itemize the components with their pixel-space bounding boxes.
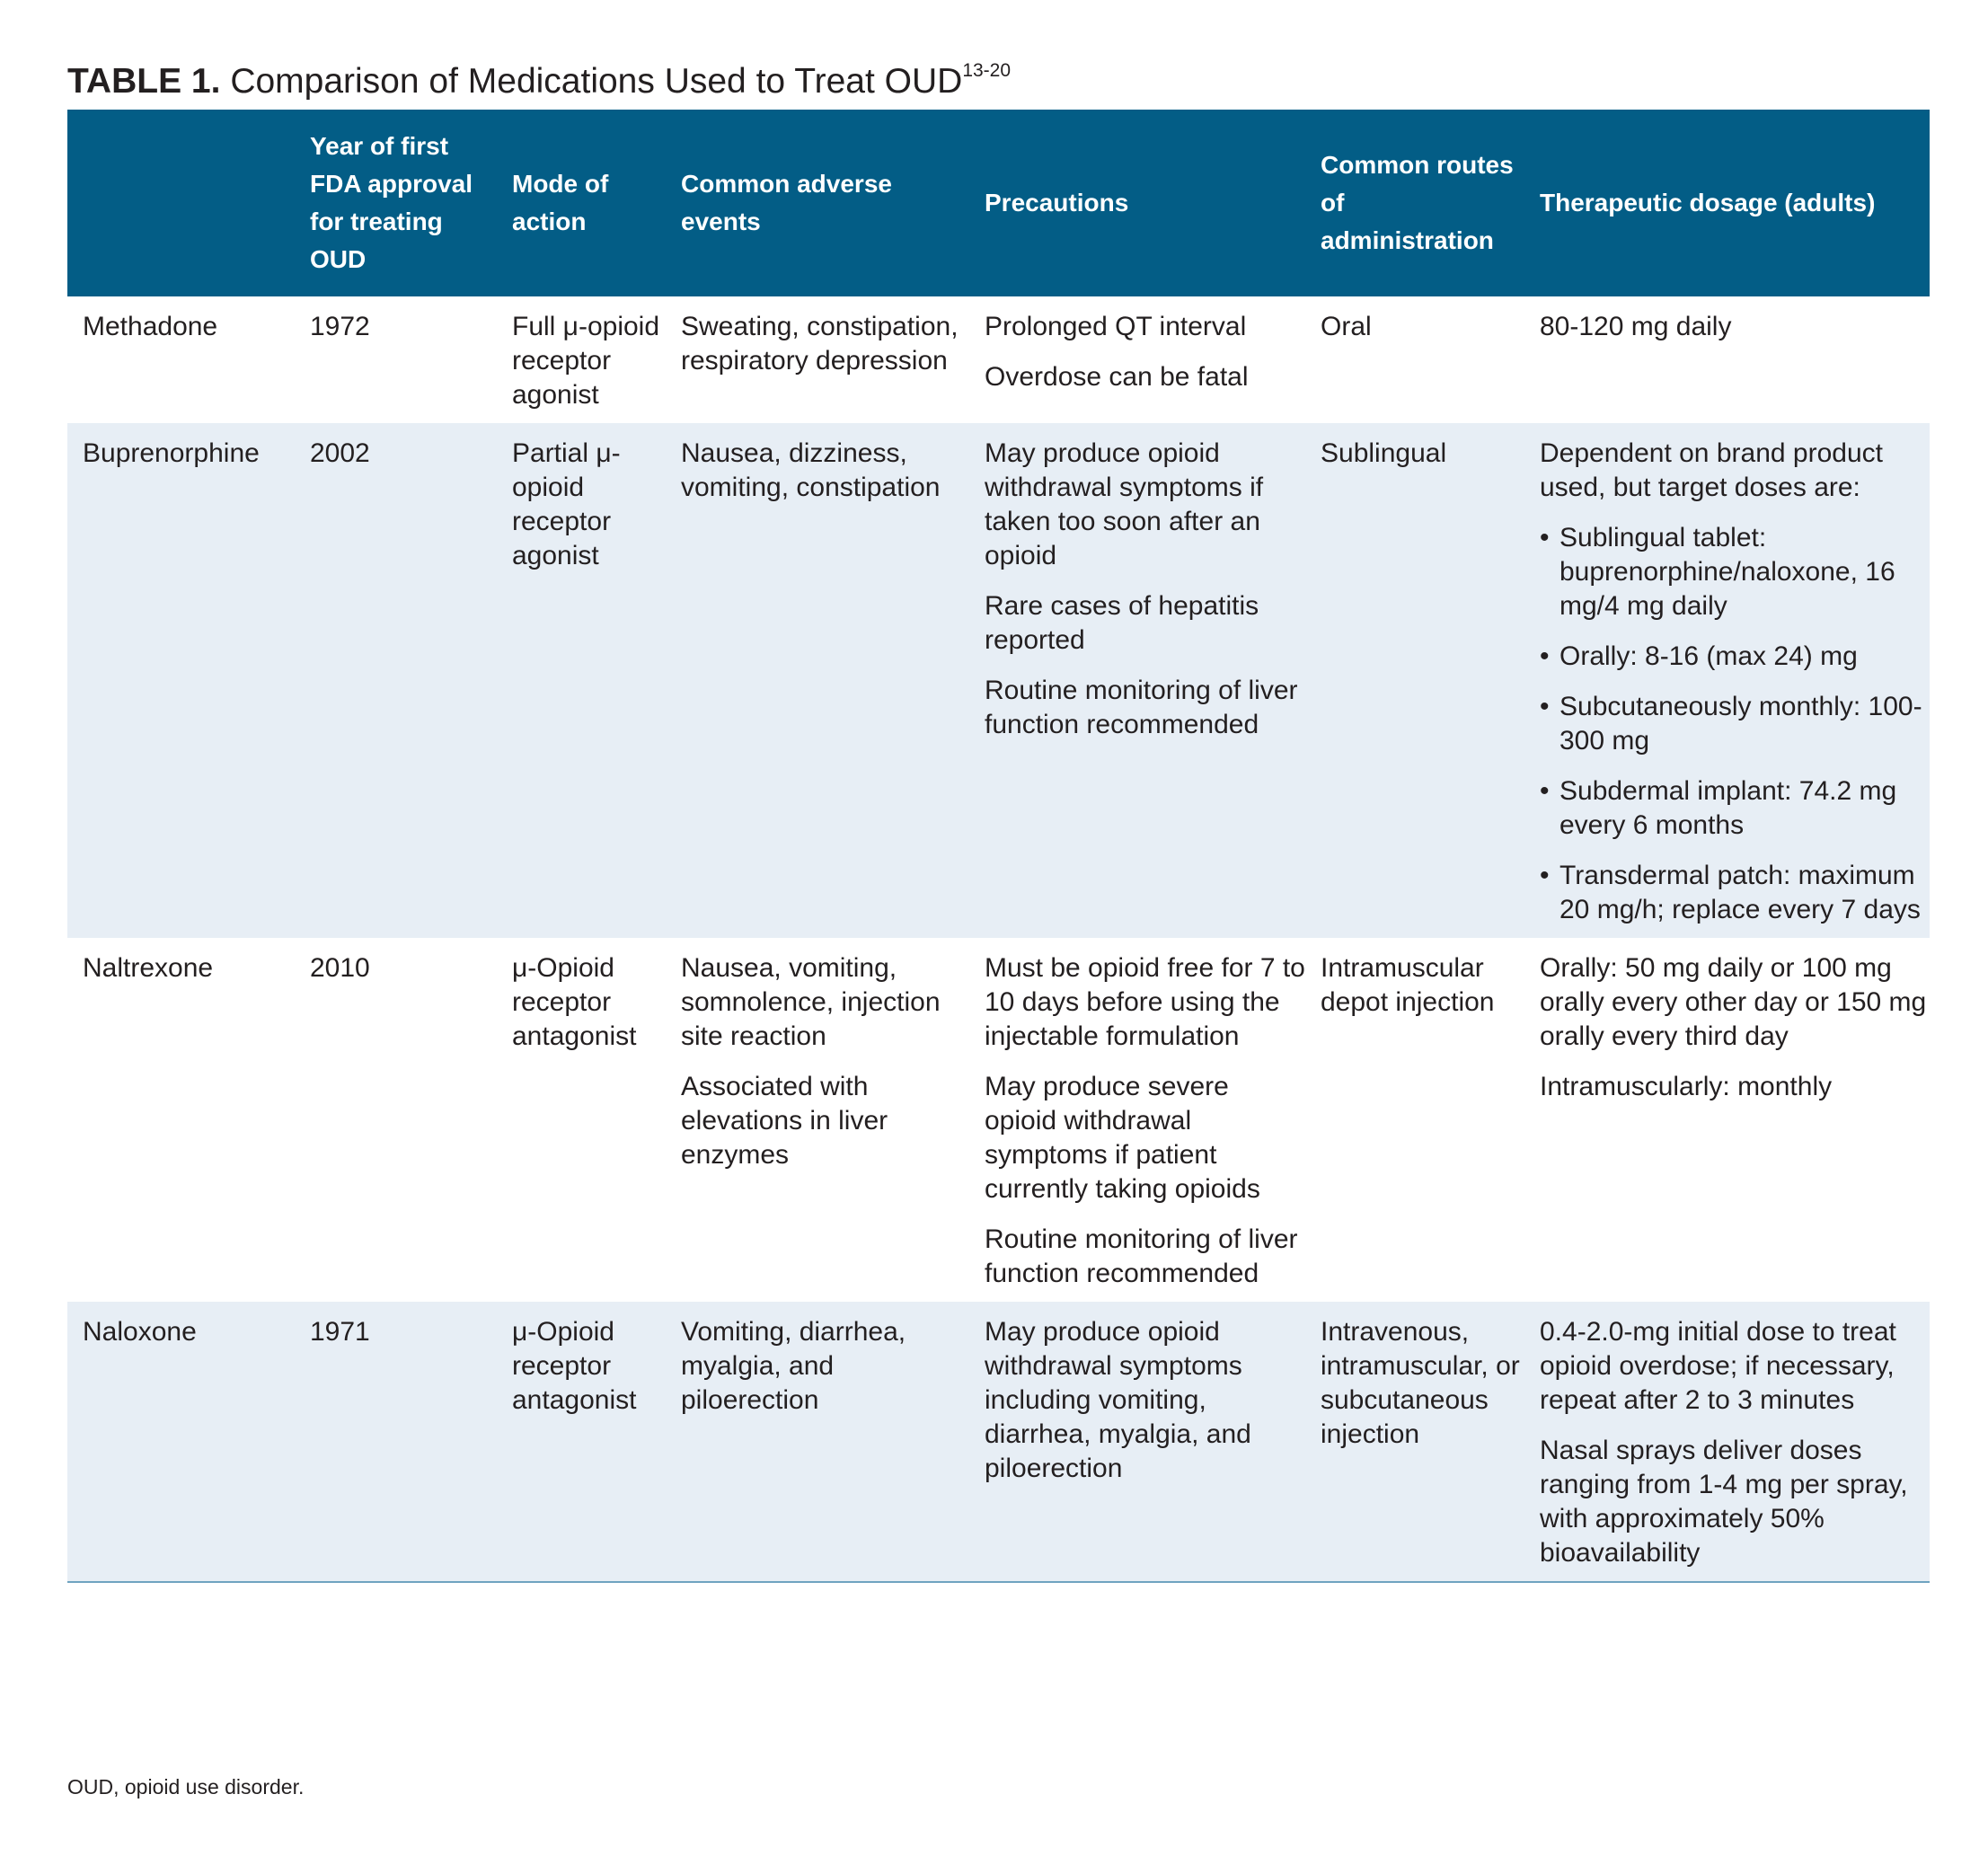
cell-dosage: [1524, 423, 1930, 938]
cell-year: 1972: [310, 312, 370, 341]
cell-mode: Full μ-opioid receptor agonist: [512, 312, 660, 410]
cell-mode: μ-Opioid receptor antagonist: [512, 953, 637, 1051]
dosage-bullet: • Sublingual tablet: buprenorphine/naloxone, 16 mg/4 mg daily: [1540, 521, 1930, 623]
medications-table: [67, 110, 1930, 1583]
footnote: OUD, opioid use disorder.: [67, 1775, 305, 1799]
cell-mode: Partial μ-opioid receptor agonist: [497, 423, 666, 938]
dosage-bullet: • Subdermal implant: 74.2 mg every 6 months: [1540, 774, 1930, 843]
precaution-paragraph: Routine monitoring of liver function recommended: [985, 676, 1298, 739]
dosage-bullet: • Orally: 8-16 (max 24) mg: [1540, 640, 1930, 674]
adverse-paragraph: Vomiting, diarrhea, myalgia, and piloerection: [681, 1317, 906, 1415]
cell-adverse-events: [666, 423, 969, 938]
cell-dosage: [1524, 296, 1930, 423]
table-row: [67, 423, 1930, 938]
cell-adverse-events: [666, 296, 969, 423]
cell-dosage: [1524, 938, 1930, 1302]
table-row: [67, 296, 1930, 423]
dosage-paragraph: Nasal sprays deliver doses ranging from 1-4 mg per spray, with approximately 50% bioavailability: [1540, 1436, 1908, 1568]
cell-year: 2010: [310, 953, 370, 983]
adverse-paragraph: Sweating, constipation, respiratory depression: [681, 312, 959, 376]
dosage-paragraph: 80-120 mg daily: [1540, 312, 1732, 341]
dosage-bullet: • Transdermal patch: maximum 20 mg/h; replace every 7 days: [1540, 859, 1930, 927]
cell-mode: μ-Opioid receptor antagonist: [497, 1302, 666, 1582]
precaution-paragraph: Overdose can be fatal: [985, 362, 1249, 392]
header-routes: Common routes of administration: [1305, 110, 1524, 296]
dosage-paragraph: Orally: 50 mg daily or 100 mg orally every other day or 150 mg orally every third day: [1540, 953, 1927, 1051]
dosage-paragraph: 0.4-2.0-mg initial dose to treat opioid overdose; if necessary, repeat after 2 to 3 minutes: [1540, 1317, 1896, 1415]
header-precautions: Precautions: [969, 110, 1305, 296]
reference-superscript: 13-20: [962, 60, 1012, 81]
cell-precautions: [969, 423, 1305, 938]
header-dosage: Therapeutic dosage (adults): [1524, 110, 1930, 296]
precaution-paragraph: Routine monitoring of liver function recommended: [985, 1224, 1298, 1288]
adverse-paragraph: Associated with elevations in liver enzymes: [681, 1072, 888, 1170]
precaution-paragraph: Prolonged QT interval: [985, 312, 1247, 341]
table-row: [67, 1302, 1930, 1582]
adverse-paragraph: Nausea, dizziness, vomiting, constipation: [681, 438, 941, 502]
cell-precautions: [969, 296, 1305, 423]
precaution-paragraph: May produce severe opioid withdrawal symptoms if patient currently taking opioids: [985, 1072, 1260, 1204]
dosage-paragraph: Dependent on brand product used, but target doses are:: [1540, 438, 1883, 502]
header-mode: Mode of action: [497, 110, 666, 296]
precaution-paragraph: Must be opioid free for 7 to 10 days before using the injectable formulation: [985, 953, 1305, 1051]
cell-medication: Methadone: [83, 312, 218, 341]
table-body: [67, 296, 1930, 1582]
header-year: Year of first FDA approval for treating OUD: [295, 110, 497, 296]
table-row: [67, 938, 1930, 1302]
cell-medication: Naloxone: [67, 1302, 295, 1582]
precaution-paragraph: Rare cases of hepatitis reported: [985, 591, 1259, 655]
cell-precautions: [969, 1302, 1305, 1582]
cell-medication: Buprenorphine: [67, 423, 295, 938]
adverse-paragraph: Nausea, vomiting, somnolence, injection site reaction: [681, 953, 941, 1051]
dosage-paragraph: Intramuscularly: monthly: [1540, 1072, 1833, 1101]
header-adverse-events: Common adverse events: [666, 110, 969, 296]
table-label: TABLE 1.: [67, 62, 221, 101]
precaution-paragraph: May produce opioid withdrawal symptoms if taken too soon after an opioid: [985, 438, 1264, 570]
dosage-bullet: • Subcutaneously monthly: 100-300 mg: [1540, 690, 1930, 758]
precaution-paragraph: May produce opioid withdrawal symptoms including vomiting, diarrhea, myalgia, and piloerection: [985, 1317, 1251, 1483]
table-caption: [67, 61, 1011, 102]
cell-routes: Intravenous, intramuscular, or subcutaneous injection: [1305, 1302, 1524, 1582]
header-medication: [67, 110, 295, 296]
cell-year: 1971: [295, 1302, 497, 1582]
cell-precautions: [969, 938, 1305, 1302]
cell-routes: Sublingual: [1305, 423, 1524, 938]
cell-medication: Naltrexone: [83, 953, 214, 983]
cell-year: 2002: [295, 423, 497, 938]
header-row: [67, 110, 1930, 296]
cell-dosage: [1524, 1302, 1930, 1582]
cell-routes: Oral: [1321, 312, 1372, 341]
cell-routes: Intramuscular depot injection: [1321, 953, 1495, 1017]
table-title: Comparison of Medications Used to Treat OUD: [230, 62, 963, 101]
cell-adverse-events: [666, 938, 969, 1302]
cell-adverse-events: [666, 1302, 969, 1582]
